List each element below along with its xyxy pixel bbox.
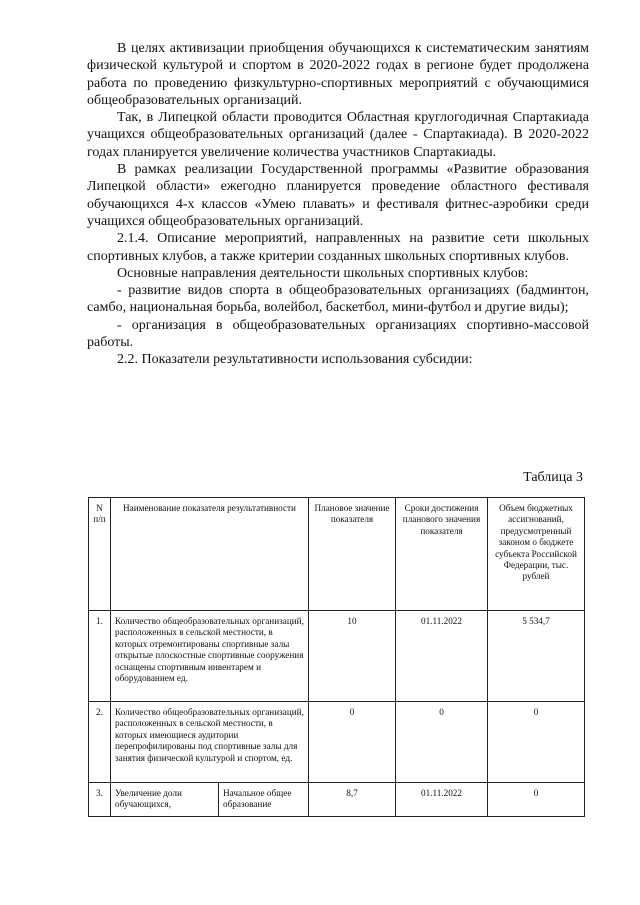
row-indicator-name: Количество общеобразовательных организаций, расположенных в сельской местности, в которых отремонтированы спортивные залы открытые плоскостные спортивные сооружения оснащены спортивным инвентарем и оборудованием ед.	[111, 611, 309, 702]
paragraph-section-2-1-4: 2.1.4. Описание мероприятий, направленных на развитие сети школьных спортивных клубов, а также критерии созданных школьных спортивных клубов.	[87, 231, 589, 264]
header-deadline: Сроки достижения планового значения показателя	[396, 498, 488, 611]
document-body	[87, 40, 589, 369]
paragraph-spartakiad: Так, в Липецкой области проводится Областная круглогодичная Спартакиада учащихся общеобразовательных организаций (далее - Спартакиада). В 2020-2022 годах планируется увеличение количества участников Спартакиады.	[87, 110, 589, 160]
row-num: 2.	[89, 702, 111, 783]
table-row	[89, 611, 585, 702]
list-item-sports-development: - развитие видов спорта в общеобразовательных организациях (бадминтон, самбо, национальная борьба, волейбол, баскетбол, мини-футбол и другие виды);	[87, 283, 589, 316]
row-indicator-subcategory: Начальное общее образование	[219, 783, 309, 817]
row-num: 3.	[89, 783, 111, 817]
list-item-mass-sports: - организация в общеобразовательных организациях спортивно-массовой работы.	[87, 317, 589, 351]
row-deadline: 0	[396, 702, 488, 783]
header-num: N п/п	[89, 498, 111, 611]
row-plan-value: 0	[309, 702, 396, 783]
paragraph-festival: В рамках реализации Государственной программы «Развитие образования Липецкой области» ежегодно планируется проведение областного фестиваля обучающихся 4-х классов «Умею плавать» и фестиваля фитнес-аэробики среди учащихся общеобразовательных организаций.	[87, 162, 589, 229]
row-num: 1.	[89, 611, 111, 702]
row-deadline: 01.11.2022	[396, 783, 488, 817]
indicators-table	[88, 497, 585, 817]
row-plan-value: 8,7	[309, 783, 396, 817]
row-indicator-name: Увеличение доли обучающихся,	[111, 783, 219, 817]
section-heading-2-2: 2.2. Показатели результативности использования субсидии:	[117, 352, 473, 368]
header-plan-value: Плановое значение показателя	[309, 498, 396, 611]
paragraph-club-directions: Основные направления деятельности школьных спортивных клубов:	[117, 265, 529, 281]
row-plan-value: 10	[309, 611, 396, 702]
table-row	[89, 702, 585, 783]
table-row	[89, 783, 585, 817]
table-header-row	[89, 498, 585, 611]
table-caption: Таблица 3	[523, 470, 583, 485]
row-budget: 0	[488, 702, 585, 783]
header-indicator-name: Наименование показателя результативности	[111, 498, 309, 611]
row-budget: 0	[488, 783, 585, 817]
header-budget: Объем бюджетных ассигнований, предусмотренный законом о бюджете субъекта Российской Федерации, тыс. рублей	[488, 498, 585, 611]
row-deadline: 01.11.2022	[396, 611, 488, 702]
row-indicator-name: Количество общеобразовательных организаций, расположенных в сельской местности, в которых имеющиеся аудитории перепрофилированы под спортивные залы для занятия физической культурой и спортом, ед.	[111, 702, 309, 783]
paragraph-intro: В целях активизации приобщения обучающихся к систематическим занятиям физической культурой и спортом в 2020-2022 годах в регионе будет продолжена работа по проведению физкультурно-спортивных мероприятий с обучающимися общеобразовательных организаций.	[87, 41, 589, 108]
row-budget: 5 534,7	[488, 611, 585, 702]
